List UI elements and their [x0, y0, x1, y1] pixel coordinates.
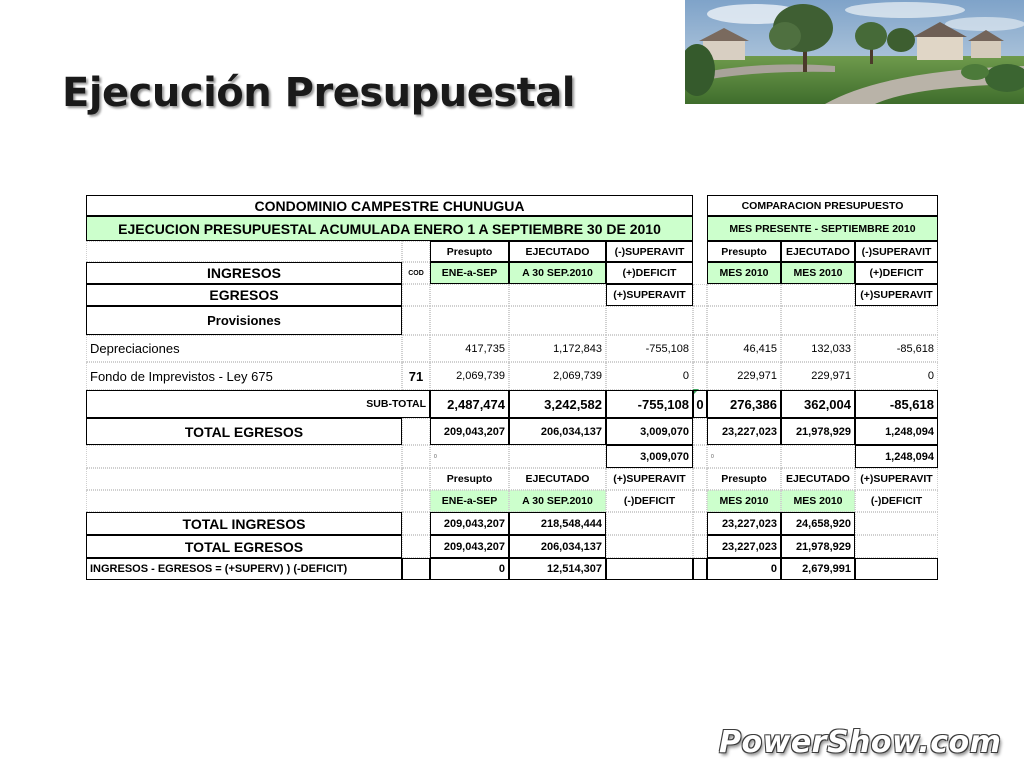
blank-cell [855, 306, 938, 335]
blank-cell [606, 512, 693, 535]
landscape-photo [685, 0, 1024, 104]
provisiones-label: Provisiones [86, 306, 402, 335]
total-egresos-label: TOTAL EGRESOS [86, 418, 402, 445]
header-a30sep: A 30 SEP.2010 [509, 262, 606, 284]
table-cell: 2,679,991 [781, 558, 855, 580]
table-cell: 362,004 [781, 390, 855, 418]
egresos-label: EGRESOS [86, 284, 402, 306]
header-plus-superavit-month: (+)SUPERAVIT [855, 468, 938, 490]
comparison-subtitle: MES PRESENTE - SEPTIEMBRE 2010 [707, 216, 938, 241]
header-minus-deficit-month: (-)DEFICIT [855, 490, 938, 512]
table-cell: 1,172,843 [509, 335, 606, 362]
blank-cell [606, 535, 693, 558]
balance-mark: 0 [430, 445, 509, 468]
table-cell: 3,009,070 [606, 418, 693, 445]
header-mes2010-ejecutado: MES 2010 [781, 490, 855, 512]
header-presupto-month: Presupto [707, 468, 781, 490]
cod-header: COD [402, 262, 430, 284]
table-cell: 0 [430, 558, 509, 580]
blank-cell [509, 306, 606, 335]
table-cell: 0 [855, 362, 938, 390]
blank-cell [855, 558, 938, 580]
blank-cell [402, 490, 430, 512]
blank-cell [402, 241, 430, 262]
header-superavit: (-)SUPERAVIT [606, 241, 693, 262]
subtotal-label: SUB-TOTAL [86, 390, 430, 418]
blank-cell [402, 445, 430, 468]
blank-cell [693, 284, 707, 306]
header-presupto-month: Presupto [707, 241, 781, 262]
table-cell: 1,248,094 [855, 418, 938, 445]
blank-cell [693, 306, 707, 335]
blank-cell [781, 306, 855, 335]
table-cell: 0 [606, 362, 693, 390]
table-cell: 209,043,207 [430, 535, 509, 558]
blank-cell [781, 284, 855, 306]
table-subtitle: EJECUCION PRESUPUESTAL ACUMULADA ENERO 1 A SEPTIEMBRE 30 DE 2010 [86, 216, 693, 241]
blank-cell [693, 468, 707, 490]
blank-cell [430, 284, 509, 306]
header-mes2010-presupto: MES 2010 [707, 490, 781, 512]
table-cell: 0 [693, 390, 707, 418]
table-cell: 21,978,929 [781, 535, 855, 558]
table-cell: 209,043,207 [430, 512, 509, 535]
header-plus-superavit-month: (+)SUPERAVIT [855, 284, 938, 306]
slide-title: Ejecución Presupuestal [62, 70, 575, 116]
table-cell: 23,227,023 [707, 535, 781, 558]
header-ejecutado: EJECUTADO [509, 468, 606, 490]
blank-cell [707, 284, 781, 306]
header-superavit-month: (-)SUPERAVIT [855, 241, 938, 262]
summary-total-egresos-label: TOTAL EGRESOS [86, 535, 402, 558]
blank-cell [509, 284, 606, 306]
header-mes2010-presupto: MES 2010 [707, 262, 781, 284]
table-cell: 218,548,444 [509, 512, 606, 535]
blank-cell [781, 445, 855, 468]
table-cell: 206,034,137 [509, 418, 606, 445]
blank-cell [402, 558, 430, 580]
powershow-logo: PowerShow.com [719, 725, 1002, 760]
blank-cell [86, 445, 402, 468]
table-cell: 229,971 [707, 362, 781, 390]
header-ejecutado-month: EJECUTADO [781, 241, 855, 262]
table-cell: 3,242,582 [509, 390, 606, 418]
header-presupto: Presupto [430, 468, 509, 490]
table-cell: 209,043,207 [430, 418, 509, 445]
table-cell: 46,415 [707, 335, 781, 362]
table-cell: 229,971 [781, 362, 855, 390]
table-cell: 276,386 [707, 390, 781, 418]
header-plus-superavit: (+)SUPERAVIT [606, 284, 693, 306]
balance-value: 3,009,070 [606, 445, 693, 468]
blank-cell [693, 335, 707, 362]
blank-cell [855, 535, 938, 558]
blank-cell [855, 512, 938, 535]
table-cell: 2,487,474 [430, 390, 509, 418]
header-ejecutado-month: EJECUTADO [781, 468, 855, 490]
summary-total-ingresos-label: TOTAL INGRESOS [86, 512, 402, 535]
table-cell: 132,033 [781, 335, 855, 362]
table-cell: 21,978,929 [781, 418, 855, 445]
comparison-title: COMPARACION PRESUPUESTO [707, 195, 938, 216]
table-cell: 206,034,137 [509, 535, 606, 558]
depreciaciones-label: Depreciaciones [86, 335, 402, 362]
table-cell: -755,108 [606, 335, 693, 362]
blank-cell [402, 468, 430, 490]
table-cell: 24,658,920 [781, 512, 855, 535]
balance-mark-month: 0 [707, 445, 781, 468]
blank-cell [693, 445, 707, 468]
table-cell: -755,108 [606, 390, 693, 418]
blank-cell [693, 418, 707, 445]
fondo-imprevistos-label: Fondo de Imprevistos - Ley 675 [86, 362, 402, 390]
blank-cell [693, 535, 707, 558]
header-presupto: Presupto [430, 241, 509, 262]
table-title: CONDOMINIO CAMPESTRE CHUNUGUA [86, 195, 693, 216]
table-cell: 23,227,023 [707, 418, 781, 445]
header-mes2010-ejecutado: MES 2010 [781, 262, 855, 284]
blank-cell [402, 535, 430, 558]
table-cell: -85,618 [855, 390, 938, 418]
balance-value-month: 1,248,094 [855, 445, 938, 468]
blank-cell [86, 241, 402, 262]
ingresos-label: INGRESOS [86, 262, 402, 284]
blank-cell [402, 512, 430, 535]
blank-cell [606, 558, 693, 580]
header-ene-sep: ENE-a-SEP [430, 262, 509, 284]
header-minus-deficit: (-)DEFICIT [606, 490, 693, 512]
table-cell: -85,618 [855, 335, 938, 362]
blank-cell [693, 558, 707, 580]
table-cell: 12,514,307 [509, 558, 606, 580]
table-cell: 23,227,023 [707, 512, 781, 535]
blank-cell [606, 306, 693, 335]
header-plus-superavit: (+)SUPERAVIT [606, 468, 693, 490]
row-cod: 71 [402, 362, 430, 390]
header-deficit-month: (+)DEFICIT [855, 262, 938, 284]
table-cell: 2,069,739 [509, 362, 606, 390]
blank-cell [509, 445, 606, 468]
header-ejecutado: EJECUTADO [509, 241, 606, 262]
blank-cell [693, 512, 707, 535]
blank-cell [402, 306, 430, 335]
row-cod [402, 335, 430, 362]
header-deficit: (+)DEFICIT [606, 262, 693, 284]
header-a30sep: A 30 SEP.2010 [509, 490, 606, 512]
blank-cell [86, 490, 402, 512]
blank-cell [693, 362, 707, 390]
blank-cell [402, 284, 430, 306]
table-cell: 0 [707, 558, 781, 580]
blank-cell [402, 418, 430, 445]
blank-cell [693, 490, 707, 512]
header-ene-sep: ENE-a-SEP [430, 490, 509, 512]
table-cell: 417,735 [430, 335, 509, 362]
table-cell: 2,069,739 [430, 362, 509, 390]
resultado-label: INGRESOS - EGRESOS = (+SUPERV) ) (-DEFICIT) [86, 558, 402, 580]
blank-cell [86, 468, 402, 490]
blank-cell [430, 306, 509, 335]
blank-cell [707, 306, 781, 335]
budget-table [85, 194, 940, 581]
